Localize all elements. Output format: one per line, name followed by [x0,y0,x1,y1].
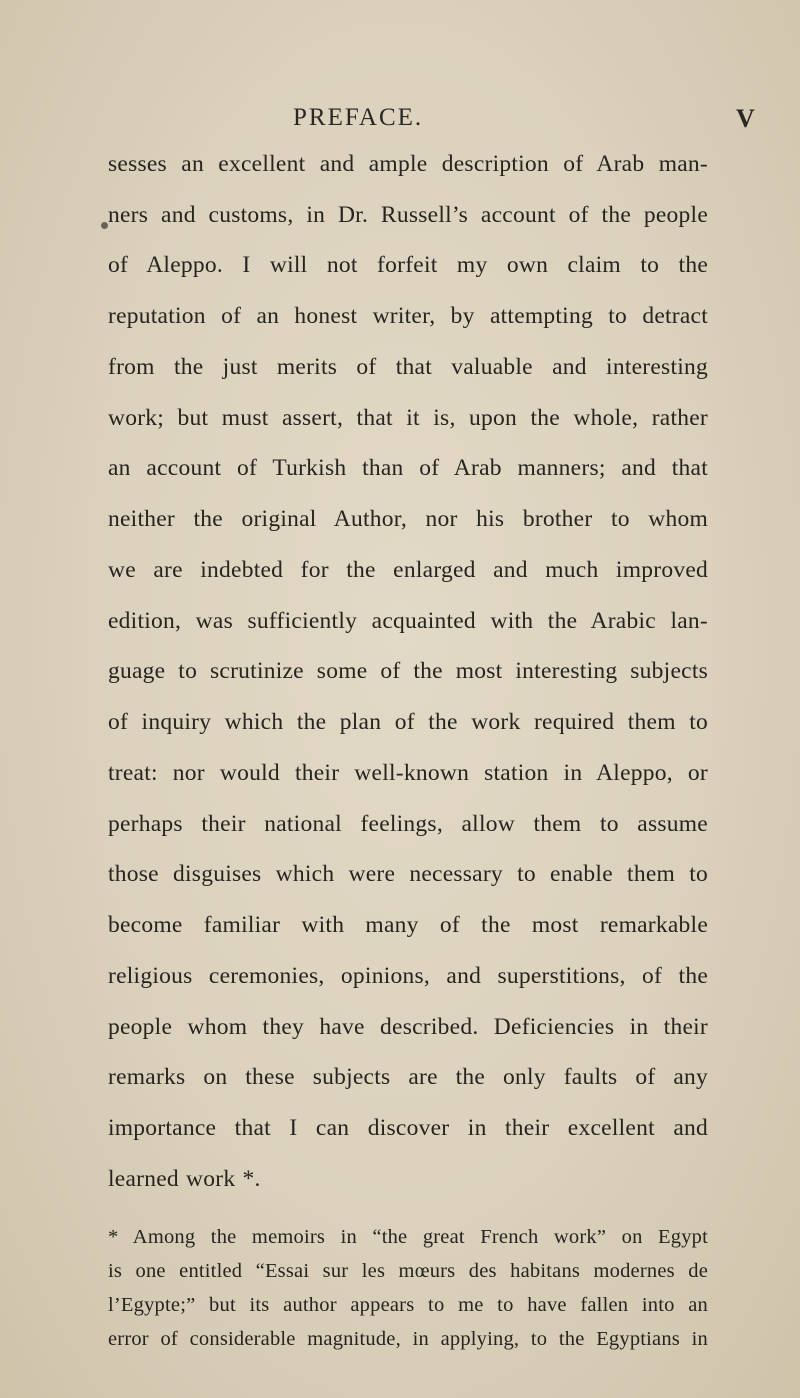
text-line: remarks on these subjects are the only faults of any [108,1064,708,1090]
running-head: PREFACE. [293,104,424,131]
text-line: sesses an excellent and ample description of Arab man- [108,151,708,177]
page-number: V [736,104,755,133]
text-line: learned work *. [108,1166,261,1192]
text-line: edition, was sufficiently acquainted with the Arabic lan- [108,608,708,634]
text-line: an account of Turkish than of Arab manners; and that [108,455,708,481]
footnote-line: l’Egypte;” but its author appears to me to have fallen into an [108,1294,708,1316]
text-line: become familiar with many of the most remarkable [108,912,708,938]
text-line: from the just merits of that valuable and interesting [108,354,708,380]
text-line: we are indebted for the enlarged and much improved [108,557,708,583]
text-line: religious ceremonies, opinions, and superstitions, of the [108,963,708,989]
text-line: importance that I can discover in their excellent and [108,1115,708,1141]
text-line: of Aleppo. I will not forfeit my own claim to the [108,252,708,278]
text-line: of inquiry which the plan of the work required them to [108,709,708,735]
text-line: ners and customs, in Dr. Russell’s account of the people [108,202,708,228]
text-line: neither the original Author, nor his brother to whom [108,506,708,532]
ink-speck [101,222,108,229]
text-line: reputation of an honest writer, by attempting to detract [108,303,708,329]
text-line: work; but must assert, that it is, upon the whole, rather [108,405,708,431]
footnote-line: * Among the memoirs in “the great French work” on Egypt [108,1226,708,1248]
text-line: treat: nor would their well-known station in Aleppo, or [108,760,708,786]
text-line: those disguises which were necessary to enable them to [108,861,708,887]
text-line: perhaps their national feelings, allow them to assume [108,811,708,837]
text-line: guage to scrutinize some of the most interesting subjects [108,658,708,684]
footnote-line: error of considerable magnitude, in applying, to the Egyptians in [108,1328,708,1350]
text-line: people whom they have described. Deficiencies in their [108,1014,708,1040]
page-header [0,104,800,144]
footnote-line: is one entitled “Essai sur les mœurs des habitans modernes de [108,1260,708,1282]
